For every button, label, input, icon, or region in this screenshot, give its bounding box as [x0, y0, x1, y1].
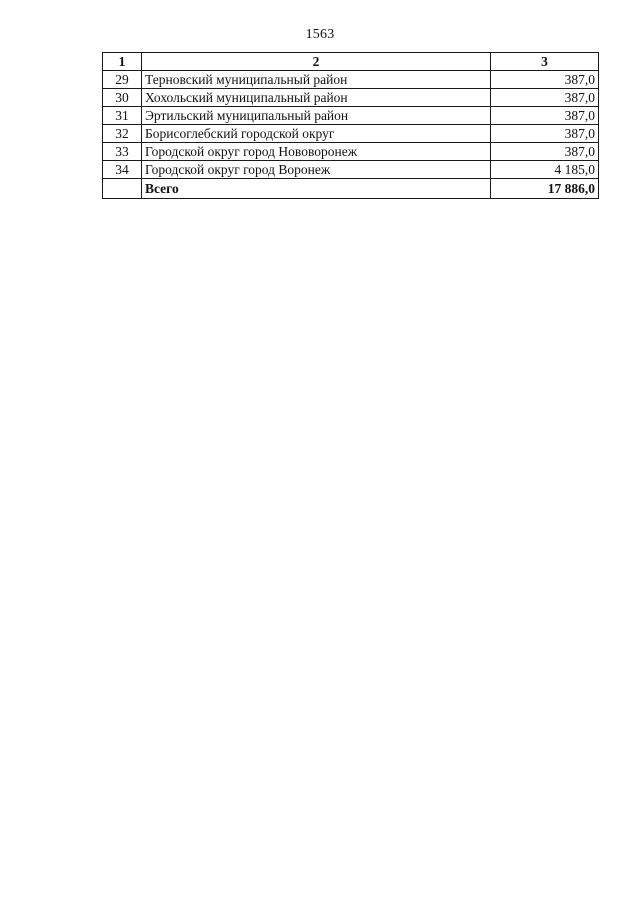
row-number: 34 — [103, 161, 142, 179]
municipality-name: Борисоглебский городской округ — [142, 125, 491, 143]
table-row — [103, 107, 599, 125]
amount-value: 387,0 — [491, 107, 599, 125]
municipality-name: Городской округ город Воронеж — [142, 161, 491, 179]
row-number: 31 — [103, 107, 142, 125]
budget-distribution-table — [102, 52, 599, 199]
amount-value: 4 185,0 — [491, 161, 599, 179]
amount-value: 387,0 — [491, 89, 599, 107]
amount-value: 387,0 — [491, 143, 599, 161]
total-label: Всего — [142, 179, 491, 199]
row-number: 33 — [103, 143, 142, 161]
column-header-name: 2 — [142, 53, 491, 71]
amount-value: 387,0 — [491, 125, 599, 143]
total-row-number — [103, 179, 142, 199]
table-row — [103, 89, 599, 107]
municipality-name: Терновский муниципальный район — [142, 71, 491, 89]
page-number: 1563 — [305, 27, 335, 42]
municipality-name: Городской округ город Нововоронеж — [142, 143, 491, 161]
row-number: 30 — [103, 89, 142, 107]
municipality-name: Эртильский муниципальный район — [142, 107, 491, 125]
municipality-name: Хохольский муниципальный район — [142, 89, 491, 107]
table-row — [103, 143, 599, 161]
table-row — [103, 125, 599, 143]
table-header-row — [103, 53, 599, 71]
column-header-value: 3 — [491, 53, 599, 71]
column-header-number: 1 — [103, 53, 142, 71]
total-value: 17 886,0 — [491, 179, 599, 199]
row-number: 32 — [103, 125, 142, 143]
table-row — [103, 161, 599, 179]
total-row — [103, 179, 599, 199]
row-number: 29 — [103, 71, 142, 89]
table-row — [103, 71, 599, 89]
amount-value: 387,0 — [491, 71, 599, 89]
